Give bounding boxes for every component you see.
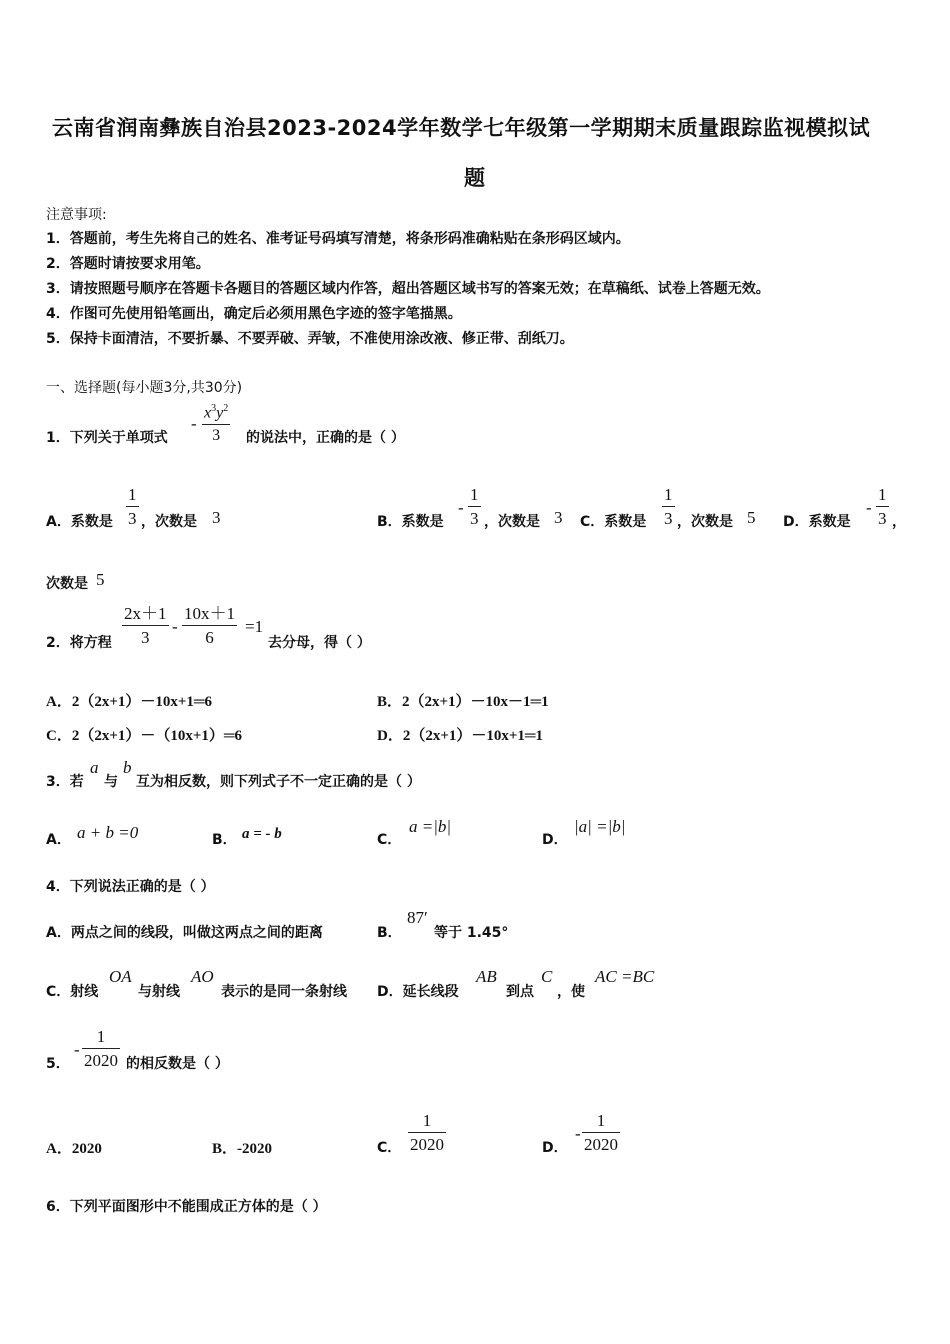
q5-option-d-minus: -	[575, 1124, 581, 1143]
q1-suffix: 的说法中，正确的是（ ）	[246, 430, 405, 446]
q1-option-a-fraction: $\frac{1}{3}$	[128, 485, 137, 528]
q2-option-d: D．2（2x+1）－10x+1═1	[377, 728, 544, 744]
notes-heading: 注意事项:	[46, 207, 107, 223]
q3-var-b: b	[123, 758, 132, 777]
q1-option-d-mid: ，	[892, 514, 906, 530]
q1-option-c-fraction: $\frac{1}{3}$	[664, 485, 673, 528]
q3-option-b-label: B．	[212, 832, 237, 848]
q5-fraction: $\frac{1}{2020}$	[84, 1027, 118, 1070]
q3-option-d-label: D．	[542, 832, 568, 848]
q1-option-d-label: D．系数是	[783, 514, 851, 530]
q1-option-d-continued: 次数是	[46, 576, 88, 592]
q4-option-b-suffix: 等于 1.45°	[434, 925, 509, 941]
q3-with: 与	[104, 774, 118, 790]
q3-option-a: a + b =0	[77, 823, 139, 842]
q3-option-a-label: A．	[46, 832, 71, 848]
q3-option-c-label: C．	[377, 832, 402, 848]
section-heading: 一、选择题(每小题3分,共30分)	[46, 380, 243, 396]
q3-var-a: a	[90, 758, 99, 777]
q5-option-d-fraction: $\frac{1}{2020}$	[584, 1111, 618, 1154]
q2-option-c: C．2（2x+1）－（10x+1）═6	[46, 728, 243, 744]
note-item: 5．保持卡面清洁，不要折暴、不要弄破、弄皱，不准使用涂改液、修正带、刮纸刀。	[46, 331, 574, 347]
page-title-continued: 题	[464, 166, 486, 190]
q1-option-c-label: C．系数是	[580, 514, 647, 530]
q1-option-b-minus: -	[458, 498, 464, 517]
q5-option-c-fraction: $\frac{1}{2020}$	[410, 1111, 444, 1154]
note-item: 4．作图可先使用铅笔画出，确定后必须用黑色字迹的签字笔描黑。	[46, 306, 462, 322]
q2-equals: =1	[245, 617, 264, 636]
q2-fraction-1: $\frac{2x+1}{3}$	[124, 604, 167, 647]
q5-option-b: B．-2020	[212, 1141, 273, 1157]
q1-option-d-degree: 5	[96, 570, 105, 589]
q2-option-a: A．2（2x+1）－10x+1═6	[46, 694, 213, 710]
q5-suffix: 的相反数是（ ）	[126, 1056, 229, 1072]
q3-suffix: 互为相反数，则下列式子不一定正确的是（ ）	[136, 774, 421, 790]
q1-option-b-mid: ，次数是	[484, 514, 540, 530]
q3-option-c: a =|b|	[409, 817, 452, 836]
q1-option-a-mid: ，次数是	[141, 514, 197, 530]
q4-option-c-suffix: 表示的是同一条射线	[221, 984, 347, 1000]
q5-minus: -	[74, 1040, 80, 1059]
q1-option-c-degree: 5	[747, 508, 756, 527]
note-item: 2．答题时请按要求用笔。	[46, 256, 210, 272]
q1-monomial-fraction: $\frac{x^3y^2}{3}$	[204, 403, 229, 445]
page-title: 云南省润南彝族自治县2023-2024学年数学七年级第一学期期末质量跟踪监视模拟试	[52, 116, 871, 140]
q4-option-d-equation: AC =BC	[595, 967, 655, 986]
q4-option-d-point: C	[541, 967, 553, 986]
q4-option-c-ray-ao: AO	[191, 967, 214, 986]
q4-option-c-ray-oa: OA	[109, 967, 132, 986]
q1-option-a-label: A．系数是	[46, 514, 113, 530]
q1-option-b-fraction: $\frac{1}{3}$	[470, 485, 479, 528]
q5-option-c-label: C．	[377, 1140, 402, 1156]
q4-stem: 4．下列说法正确的是（ ）	[46, 879, 215, 895]
note-item: 1．答题前，考生先将自己的姓名、准考证号码填写清楚，将条形码准确粘贴在条形码区域内。	[46, 231, 630, 247]
q1-option-b-degree: 3	[554, 508, 563, 527]
note-item: 3．请按照题号顺序在答题卡各题目的答题区域内作答，超出答题区域书写的答案无效；在草稿纸、试卷上答题无效。	[46, 281, 770, 297]
q2-option-b: B．2（2x+1）－10x－1═1	[377, 694, 549, 710]
q4-option-b-angle: 87′	[407, 908, 428, 927]
q1-minus: -	[191, 414, 197, 433]
q3-option-b: a = - b	[242, 826, 282, 842]
q4-option-c-mid: 与射线	[138, 984, 180, 1000]
q5-option-d-label: D．	[542, 1140, 568, 1156]
q4-option-d-mid2: ，使	[557, 984, 585, 1000]
q4-option-a: A．两点之间的线段，叫做这两点之间的距离	[46, 925, 323, 941]
q1-option-a-degree: 3	[212, 508, 221, 527]
q6-stem: 6．下列平面图形中不能围成正方体的是（ ）	[46, 1199, 327, 1215]
q1-option-b-label: B．系数是	[377, 514, 444, 530]
q4-option-b-label: B．	[377, 925, 402, 941]
q4-option-d-mid: 到点	[506, 984, 534, 1000]
q4-option-c-label: C．射线	[46, 984, 99, 1000]
q3-option-d: |a| =|b|	[574, 817, 626, 836]
q5-option-a: A．2020	[46, 1141, 102, 1157]
q4-option-d-label: D．延长线段	[377, 984, 459, 1000]
q2-suffix: 去分母，得（ ）	[268, 635, 371, 651]
q3-prefix: 3．若	[46, 774, 84, 790]
q2-prefix: 2．将方程	[46, 635, 112, 651]
q1-option-c-mid: ，次数是	[677, 514, 733, 530]
q1-option-d-fraction: $\frac{1}{3}$	[878, 485, 887, 528]
q2-fraction-2: $\frac{10x+1}{6}$	[184, 604, 235, 647]
q4-option-d-segment: AB	[476, 967, 497, 986]
q5-number: 5．	[46, 1056, 70, 1072]
q1-option-d-minus: -	[866, 498, 872, 517]
q2-minus: -	[172, 617, 178, 636]
q1-prefix: 1．下列关于单项式	[46, 430, 168, 446]
